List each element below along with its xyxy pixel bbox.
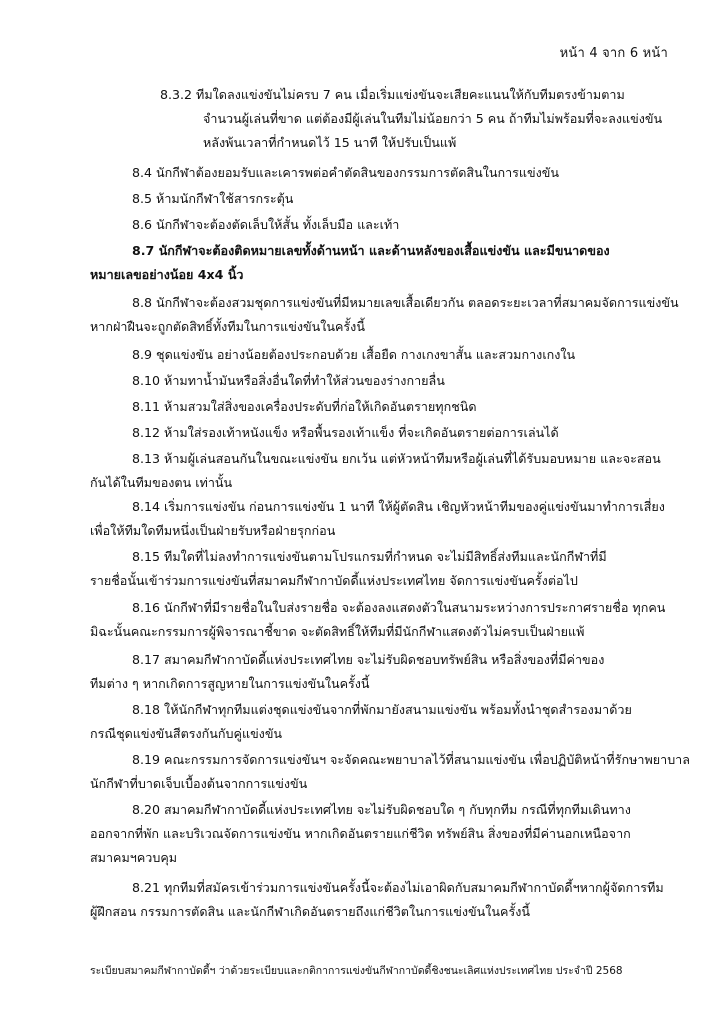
clause-8-3-2 — [160, 83, 663, 155]
clause-line: หลังพ้นเวลาที่กำหนดไว้ 15 นาที ให้ปรับเป็นแพ้ — [203, 135, 457, 150]
clause-8-14 — [90, 495, 665, 543]
clause-line: 8.12 ห้ามใส่รองเท้าหนังแข็ง หรือพื้นรองเท้าแข็ง ที่จะเกิดอันตรายต่อการเล่นได้ — [132, 425, 559, 440]
clause-8-16 — [90, 596, 666, 644]
clause-line: จำนวนผู้เล่นที่ขาด แต่ต้องมีผู้เล่นในทีมไม่น้อยกว่า 5 คน ถ้าทีมไม่พร้อมที่จะลงแข่งขัน — [203, 111, 663, 126]
clause-8-19 — [90, 748, 690, 796]
page-footer: ระเบียบสมาคมกีฬากาบัดดี้ฯ ว่าด้วยระเบียบและกติกาการแข่งขันกีฬากาบัดดี้ชิงชนะเลิศแห่งประเทศไทย ประจำปี 2568 — [90, 965, 623, 977]
clause-line: 8.8 นักกีฬาจะต้องสวมชุดการแข่งขันที่มีหมายเลขเสื้อเดียวกัน ตลอดระยะเวลาที่สมาคมจัดการแข่งขัน — [132, 295, 679, 310]
page-number: หน้า 4 จาก 6 หน้า — [559, 46, 668, 61]
clause-8-20 — [90, 798, 650, 870]
clause-line: 8.14 เริ่มการแข่งขัน ก่อนการแข่งขัน 1 นาที ให้ผู้ตัดสิน เชิญหัวหน้าทีมของคู่แข่งขันมาทำการเสี่ยง — [132, 499, 665, 514]
clause-line: 8.10 ห้ามทาน้ำมันหรือสิ่งอื่นใดที่ทำให้ส่วนของร่างกายลื่น — [132, 373, 445, 388]
clause-line: กันได้ในทีมของตน เท่านั้น — [90, 475, 233, 490]
clause-line: 8.19 คณะกรรมการจัดการแข่งขันฯ จะจัดคณะพยาบาลไว้ที่สนามแข่งขัน เพื่อปฏิบัติหน้าที่รักษาพยาบาล — [132, 752, 690, 767]
clause-line: 8.11 ห้ามสวมใส่สิ่งของเครื่องประดับที่ก่อให้เกิดอันตรายทุกชนิด — [132, 399, 477, 414]
clause-8-6 — [132, 213, 692, 237]
clause-line: หมายเลขอย่างน้อย 4x4 นิ้ว — [90, 267, 244, 282]
clause-line: นักกีฬาที่บาดเจ็บเบื้องต้นจากการแข่งขัน — [90, 776, 308, 791]
clause-8-13 — [90, 447, 661, 495]
clause-line: 8.7 นักกีฬาจะต้องติดหมายเลขทั้งด้านหน้า และด้านหลังของเสื้อแข่งขัน และมีขนาดของ — [132, 243, 610, 258]
clause-8-21 — [90, 876, 664, 924]
clause-line: 8.15 ทีมใดที่ไม่ลงทำการแข่งขันตามโปรแกรมที่กำหนด จะไม่มีสิทธิ์ส่งทีมและนักกีฬาที่มี — [132, 549, 607, 564]
clause-line: 8.20 สมาคมกีฬากาบัดดี้แห่งประเทศไทย จะไม่รับผิดชอบใด ๆ กับทุกทีม กรณีที่ทุกทีมเดินทาง — [132, 802, 631, 817]
clause-line: สมาคมฯควบคุม — [90, 850, 178, 865]
clause-line: 8.4 นักกีฬาต้องยอมรับและเคารพต่อคำตัดสินของกรรมการตัดสินในการแข่งขัน — [132, 165, 560, 180]
clause-line: หากฝ่าฝืนจะถูกตัดสิทธิ์ทั้งทีมในการแข่งขันในครั้งนี้ — [90, 319, 365, 334]
clause-8-4 — [132, 161, 692, 185]
clause-line: ทีมต่าง ๆ หากเกิดการสูญหายในการแข่งขันในครั้งนี้ — [90, 676, 370, 691]
clause-line: มิฉะนั้นคณะกรรมการผู้พิจารณาชี้ขาด จะตัดสิทธิ์ให้ทีมที่มีนักกีฬาแสดงตัวไม่ครบเป็นฝ่ายแพ้ — [90, 624, 585, 639]
clause-8-9 — [132, 343, 692, 367]
clause-8-8 — [90, 291, 679, 339]
clause-line: รายชื่อนั้นเข้าร่วมการแข่งขันที่สมาคมกีฬากาบัดดี้แห่งประเทศไทย จัดการแข่งขันครั้งต่อไป — [90, 573, 578, 588]
clause-8-7 — [90, 239, 650, 287]
clause-line: 8.21 ทุกทีมที่สมัครเข้าร่วมการแข่งขันครั้งนี้จะต้องไม่เอาผิดกับสมาคมกีฬากาบัดดี้ฯหากผู้จัดการทีม — [132, 880, 664, 895]
clause-8-18 — [90, 698, 650, 746]
clause-line: เพื่อให้ทีมใดทีมหนึ่งเป็นฝ่ายรับหรือฝ่ายรุกก่อน — [90, 523, 336, 538]
clause-line: 8.3.2 ทีมใดลงแข่งขันไม่ครบ 7 คน เมื่อเริ่มแข่งขันจะเสียคะแนนให้กับทีมตรงข้ามตาม — [160, 87, 625, 102]
clause-line: กรณีชุดแข่งขันสีตรงกันกับคู่แข่งขัน — [90, 726, 283, 741]
clause-line: 8.6 นักกีฬาจะต้องตัดเล็บให้สั้น ทั้งเล็บมือ และเท้า — [132, 217, 400, 232]
clause-8-17 — [90, 648, 650, 696]
clause-8-11 — [132, 395, 692, 419]
clause-8-10 — [132, 369, 692, 393]
clause-8-12 — [132, 421, 692, 445]
clause-line: ออกจากที่พัก และบริเวณจัดการแข่งขัน หากเกิดอันตรายแก่ชีวิต ทรัพย์สิน สิ่งของที่มีค่านอกเหนือจาก — [90, 826, 631, 841]
clause-8-5 — [132, 187, 692, 211]
clause-8-15 — [90, 545, 650, 593]
clause-line: 8.13 ห้ามผู้เล่นสอนกันในขณะแข่งขัน ยกเว้น แต่หัวหน้าทีมหรือผู้เล่นที่ได้รับมอบหมาย และจะสอน — [132, 451, 661, 466]
clause-line: 8.9 ชุดแข่งขัน อย่างน้อยต้องประกอบด้วย เสื้อยืด กางเกงขาสั้น และสวมกางเกงใน — [132, 347, 576, 362]
clause-line: ผู้ฝึกสอน กรรมการตัดสิน และนักกีฬาเกิดอันตรายถึงแก่ชีวิตในการแข่งขันในครั้งนี้ — [90, 904, 530, 919]
clause-line: 8.5 ห้ามนักกีฬาใช้สารกระตุ้น — [132, 191, 294, 206]
clause-line: 8.16 นักกีฬาที่มีรายชื่อในใบส่งรายชื่อ จะต้องลงแสดงตัวในสนามระหว่างการประกาศรายชื่อ ทุกคน — [132, 600, 666, 615]
clause-line: 8.17 สมาคมกีฬากาบัดดี้แห่งประเทศไทย จะไม่รับผิดชอบทรัพย์สิน หรือสิ่งของที่มีค่าของ — [132, 652, 605, 667]
clause-line: 8.18 ให้นักกีฬาทุกทีมแต่งชุดแข่งขันจากที่พักมายังสนามแข่งขัน พร้อมทั้งนำชุดสำรองมาด้วย — [132, 702, 632, 717]
